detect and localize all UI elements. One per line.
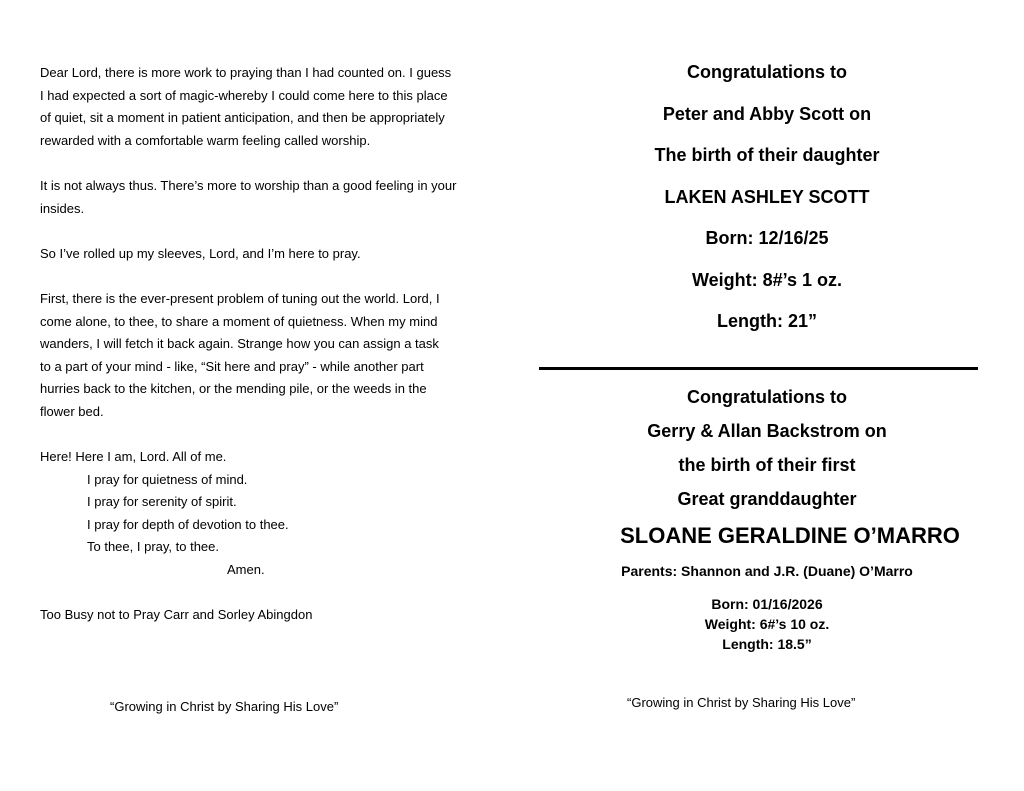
- announcement1-parents: Peter and Abby Scott on: [662, 104, 872, 124]
- prayer-line-2: I pray for serenity of spirit.: [87, 494, 237, 510]
- announcement2-parents: Parents: Shannon and J.R. (Duane) O’Marro: [621, 563, 913, 579]
- announcement2-born: Born: 01/16/2026: [711, 596, 823, 612]
- prayer-paragraph-2: It is not always thus. There’s more to worship than a good feeling in your insides.: [40, 177, 457, 216]
- announcement1-baby-name: LAKEN ASHLEY SCOTT: [664, 187, 870, 207]
- prayer-line-3: I pray for depth of devotion to thee.: [87, 516, 289, 532]
- announcement2-event: the birth of their first: [678, 455, 856, 475]
- announcement1-event: The birth of their daughter: [654, 145, 880, 165]
- announcement2-congrats: Congratulations to: [687, 387, 847, 407]
- prayer-amen: Amen.: [227, 562, 265, 578]
- announcement1-weight: Weight: 8#’s 1 oz.: [691, 270, 843, 290]
- prayer-paragraph-3: So I’ve rolled up my sleeves, Lord, and I’m here to pray.: [40, 245, 361, 261]
- prayer-here-line: Here! Here I am, Lord. All of me.: [40, 449, 227, 465]
- announcement2-relation: Great granddaughter: [677, 489, 857, 509]
- announcement1-congrats: Congratulations to: [687, 62, 847, 82]
- prayer-source: Too Busy not to Pray Carr and Sorley Abingdon: [40, 607, 313, 623]
- announcement2-length: Length: 18.5”: [722, 636, 812, 652]
- announcement1-born: Born: 12/16/25: [705, 228, 829, 248]
- announcement1-length: Length: 21”: [716, 311, 817, 331]
- prayer-paragraph-4: First, there is the ever-present problem of tuning out the world. Lord, I come alone, to thee, to share a moment of quietness. When my mind wanders, I will fetch it back again. Strange how you can assign a task to a part of your mind - like, “Sit here and pray” - while another part hurries back to the kitchen, or the mending pile, or the weeds in the flower bed.: [40, 290, 440, 419]
- section-divider: [539, 367, 978, 370]
- motto-right: “Growing in Christ by Sharing His Love”: [627, 695, 856, 710]
- motto-left: “Growing in Christ by Sharing His Love”: [110, 699, 339, 714]
- prayer-line-1: I pray for quietness of mind.: [87, 471, 248, 487]
- announcement2-grandparents: Gerry & Allan Backstrom on: [647, 421, 887, 441]
- prayer-paragraph-1: Dear Lord, there is more work to praying than I had counted on. I guess I had expected a sort of magic-whereby I could come here to this place of quiet, sit a moment in patient anticipation, and then be appropriately rewarded with a comfortable warm feeling called worship.: [40, 65, 452, 148]
- announcement2-weight: Weight: 6#’s 10 oz.: [704, 616, 830, 632]
- announcement2-baby-name: SLOANE GERALDINE O’MARRO: [620, 523, 960, 548]
- prayer-line-4: To thee, I pray, to thee.: [87, 539, 220, 555]
